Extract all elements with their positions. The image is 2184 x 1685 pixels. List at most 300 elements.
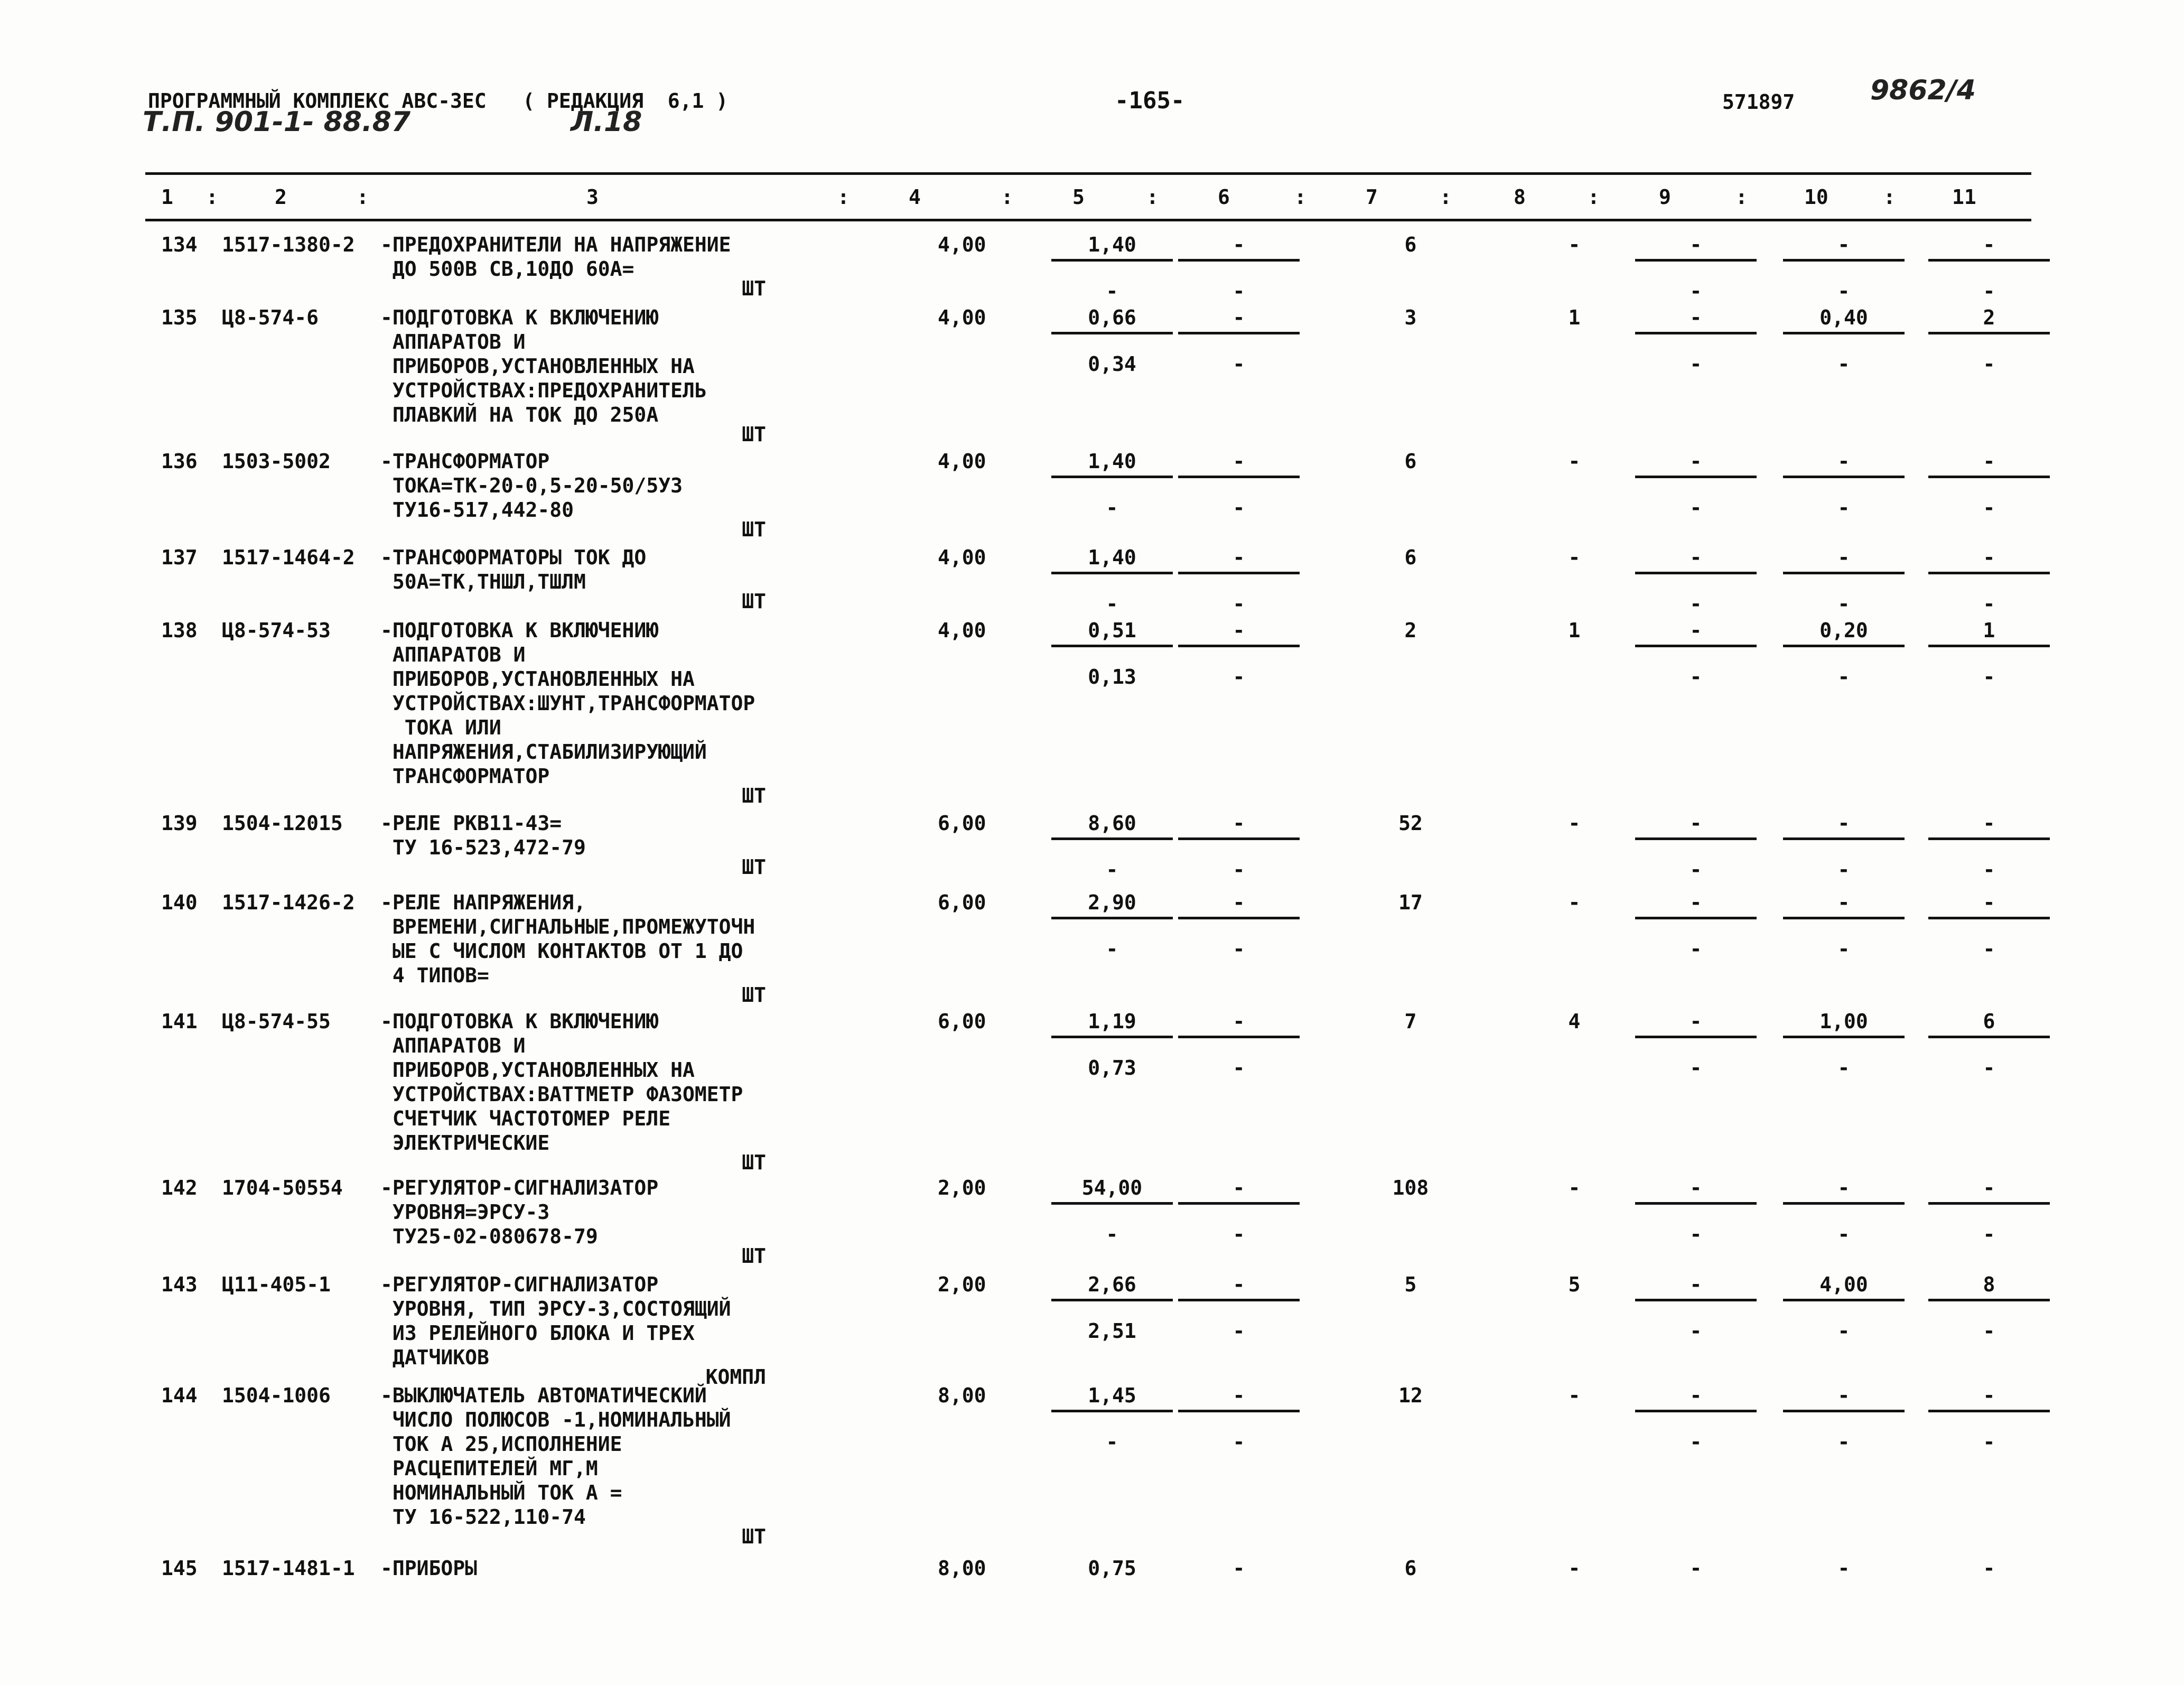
row-c10-lower: -	[1837, 937, 1850, 961]
row-description-line: ДАТЧИКОВ	[380, 1346, 489, 1369]
row-c6-lower: -	[1233, 1056, 1245, 1079]
fraction-rule	[1635, 1036, 1757, 1038]
fraction-rule	[1178, 1202, 1300, 1205]
col-1: 1	[161, 185, 173, 209]
header-top-rule	[145, 172, 2031, 175]
row-col8: -	[1568, 450, 1581, 473]
fraction-rule	[1635, 917, 1757, 919]
sheet-mark: Л.18	[571, 106, 642, 138]
fraction-rule	[1928, 259, 2050, 262]
row-unit: ШТ	[742, 855, 766, 879]
fraction-rule	[1178, 259, 1300, 262]
header-bottom-rule	[145, 219, 2031, 221]
row-code: Ц8-574-55	[222, 1010, 331, 1033]
col-4: 4	[909, 185, 921, 209]
row-c11-upper: 8	[1983, 1273, 1995, 1296]
row-description-line: -ПОДГОТОВКА К ВКЛЮЧЕНИЮ	[380, 1010, 659, 1033]
fraction-rule	[1178, 1410, 1300, 1412]
fraction-rule	[1928, 1202, 2050, 1205]
row-c9-upper: -	[1690, 891, 1702, 914]
fraction-rule	[1178, 1299, 1300, 1301]
fraction-rule	[1178, 837, 1300, 840]
row-c6-upper: -	[1233, 891, 1245, 914]
row-c11-upper: 6	[1983, 1010, 1995, 1033]
row-col4: 4,00	[938, 450, 986, 473]
fraction-rule	[1178, 1036, 1300, 1038]
row-c6-lower: -	[1233, 592, 1245, 616]
col-sep: :	[837, 185, 850, 209]
row-c11-lower: -	[1983, 496, 1995, 519]
row-description-line: УСТРОЙСТВАХ:ПРЕДОХРАНИТЕЛЬ	[380, 379, 707, 402]
row-c5-upper: 1,40	[1088, 546, 1136, 569]
row-description-line: УРОВНЯ, ТИП ЭРСУ-3,СОСТОЯЩИЙ	[380, 1297, 731, 1320]
col-6: 6	[1218, 185, 1230, 209]
row-c11-upper: -	[1983, 233, 1995, 256]
fraction-rule	[1783, 572, 1905, 574]
row-c9-lower: -	[1690, 280, 1702, 303]
row-c9-upper: -	[1690, 1384, 1702, 1407]
fraction-rule	[1635, 1299, 1757, 1301]
row-c11-upper: -	[1983, 891, 1995, 914]
row-c10-lower: -	[1837, 665, 1850, 688]
col-sep: :	[1146, 185, 1159, 209]
col-sep: :	[1440, 185, 1452, 209]
fraction-rule	[1783, 332, 1905, 334]
row-c9-upper: -	[1690, 1273, 1702, 1296]
fraction-rule	[1051, 259, 1173, 262]
row-code: 1517-1481-1	[222, 1557, 355, 1580]
col-11: 11	[1952, 185, 1976, 209]
row-number: 141	[161, 1010, 198, 1033]
row-description-line: -РЕГУЛЯТОР-СИГНАЛИЗАТОР	[380, 1273, 659, 1296]
row-description-line: НОМИНАЛЬНЫЙ ТОК А =	[380, 1481, 622, 1504]
row-c6-lower: -	[1233, 352, 1245, 376]
row-c9-upper: -	[1690, 233, 1702, 256]
row-c5-upper: 0,66	[1088, 306, 1136, 329]
row-description-line: АППАРАТОВ И	[380, 1034, 526, 1057]
row-c11-lower: -	[1983, 1223, 1995, 1246]
row-c10-upper: -	[1837, 891, 1850, 914]
row-c6-lower: -	[1233, 1430, 1245, 1454]
row-unit: ШТ	[742, 277, 766, 300]
row-c11-upper: 1	[1983, 619, 1995, 642]
row-code: 1504-1006	[222, 1384, 331, 1407]
fraction-rule	[1051, 1410, 1173, 1412]
row-c5-lower: -	[1106, 592, 1118, 616]
row-description-line: УСТРОЙСТВАХ:ШУНТ,ТРАНСФОРМАТОР	[380, 692, 755, 715]
row-description-line: СЧЕТЧИК ЧАСТОТОМЕР РЕЛЕ	[380, 1107, 671, 1130]
row-description-line: ТУ16-517,442-80	[380, 498, 574, 522]
fraction-rule	[1178, 332, 1300, 334]
row-c6-upper: -	[1233, 1557, 1245, 1580]
row-c10-lower: -	[1837, 280, 1850, 303]
row-col4: 6,00	[938, 891, 986, 914]
row-c5-upper: 2,90	[1088, 891, 1136, 914]
row-description-line: -ПРЕДОХРАНИТЕЛИ НА НАПРЯЖЕНИЕ	[380, 233, 731, 256]
row-col7: 5	[1404, 1273, 1417, 1296]
row-c11-lower: -	[1983, 592, 1995, 616]
row-c10-lower: -	[1837, 352, 1850, 376]
fraction-rule	[1051, 1299, 1173, 1301]
row-c9-lower: -	[1690, 937, 1702, 961]
row-code: 1517-1426-2	[222, 891, 355, 914]
row-c9-upper: -	[1690, 1557, 1702, 1580]
row-col7: 6	[1404, 546, 1417, 569]
row-description-line: ТОКА ИЛИ	[380, 716, 501, 739]
row-c10-upper: 0,20	[1819, 619, 1868, 642]
fraction-rule	[1928, 917, 2050, 919]
row-description-line: -ТРАНСФОРМАТОРЫ ТОК ДО	[380, 546, 647, 569]
row-description-line: -ПОДГОТОВКА К ВКЛЮЧЕНИЮ	[380, 619, 659, 642]
row-number: 138	[161, 619, 198, 642]
row-c5-upper: 8,60	[1088, 812, 1136, 835]
row-description-line: НАПРЯЖЕНИЯ,СТАБИЛИЗИРУЮЩИЙ	[380, 740, 707, 764]
col-7: 7	[1366, 185, 1378, 209]
row-c6-upper: -	[1233, 233, 1245, 256]
fraction-rule	[1783, 917, 1905, 919]
row-col4: 2,00	[938, 1273, 986, 1296]
row-c6-upper: -	[1233, 1010, 1245, 1033]
fraction-rule	[1928, 645, 2050, 647]
fraction-rule	[1178, 645, 1300, 647]
row-c10-upper: -	[1837, 450, 1850, 473]
row-code: Ц8-574-53	[222, 619, 331, 642]
fraction-rule	[1783, 1410, 1905, 1412]
row-c6-upper: -	[1233, 812, 1245, 835]
fraction-rule	[1635, 1410, 1757, 1412]
row-description-line: ИЗ РЕЛЕЙНОГО БЛОКА И ТРЕХ	[380, 1321, 695, 1345]
row-description-line: УСТРОЙСТВАХ:ВАТТМЕТР ФАЗОМЕТР	[380, 1083, 743, 1106]
fraction-rule	[1051, 645, 1173, 647]
row-c5-upper: 1,40	[1088, 233, 1136, 256]
fraction-rule	[1635, 645, 1757, 647]
row-description-line: -ВЫКЛЮЧАТЕЛЬ АВТОМАТИЧЕСКИЙ	[380, 1384, 707, 1407]
row-c11-lower: -	[1983, 1430, 1995, 1454]
row-c9-upper: -	[1690, 546, 1702, 569]
row-c11-lower: -	[1983, 1319, 1995, 1343]
row-c9-lower: -	[1690, 1056, 1702, 1079]
row-col8: -	[1568, 1384, 1581, 1407]
row-c10-upper: -	[1837, 1557, 1850, 1580]
row-c5-lower: -	[1106, 1223, 1118, 1246]
row-c6-upper: -	[1233, 1176, 1245, 1199]
row-c10-upper: -	[1837, 546, 1850, 569]
row-c6-upper: -	[1233, 1273, 1245, 1296]
fraction-rule	[1635, 332, 1757, 334]
row-c5-upper: 1,45	[1088, 1384, 1136, 1407]
row-col8: -	[1568, 891, 1581, 914]
col-sep: :	[1883, 185, 1896, 209]
row-description-line: УРОВНЯ=ЭРСУ-3	[380, 1200, 550, 1224]
row-c10-lower: -	[1837, 592, 1850, 616]
row-number: 134	[161, 233, 198, 256]
row-c11-upper: -	[1983, 812, 1995, 835]
row-c10-upper: 0,40	[1819, 306, 1868, 329]
fraction-rule	[1178, 572, 1300, 574]
row-col4: 4,00	[938, 233, 986, 256]
row-c5-lower: 0,34	[1088, 352, 1136, 376]
row-col8: 5	[1568, 1273, 1581, 1296]
row-description-line: ТОК А 25,ИСПОЛНЕНИЕ	[380, 1432, 622, 1456]
row-col4: 4,00	[938, 619, 986, 642]
col-sep: :	[357, 185, 369, 209]
row-c5-upper: 0,75	[1088, 1557, 1136, 1580]
row-c11-lower: -	[1983, 858, 1995, 881]
row-col8: -	[1568, 1176, 1581, 1199]
row-c11-lower: -	[1983, 937, 1995, 961]
fraction-rule	[1051, 1202, 1173, 1205]
fraction-rule	[1928, 1410, 2050, 1412]
fraction-rule	[1051, 572, 1173, 574]
row-c5-lower: 0,73	[1088, 1056, 1136, 1079]
row-col8: 1	[1568, 619, 1581, 642]
fraction-rule	[1051, 917, 1173, 919]
row-col4: 2,00	[938, 1176, 986, 1199]
row-description-line: ЭЛЕКТРИЧЕСКИЕ	[380, 1131, 550, 1155]
row-code: 1517-1464-2	[222, 546, 355, 569]
document-code: 571897	[1722, 90, 1795, 114]
row-c9-lower: -	[1690, 665, 1702, 688]
row-code: 1704-50554	[222, 1176, 343, 1199]
row-c10-upper: -	[1837, 233, 1850, 256]
row-c10-upper: -	[1837, 812, 1850, 835]
row-c9-upper: -	[1690, 812, 1702, 835]
col-sep: :	[1294, 185, 1306, 209]
row-c10-lower: -	[1837, 1319, 1850, 1343]
row-description-line: ТУ 16-522,110-74	[380, 1505, 586, 1529]
row-description-line: ДО 500В СВ,10ДО 60А=	[380, 257, 634, 281]
fraction-rule	[1783, 476, 1905, 478]
row-c10-upper: -	[1837, 1384, 1850, 1407]
handwritten-id: 9862/4	[1870, 75, 1976, 106]
fraction-rule	[1928, 1299, 2050, 1301]
row-description-line: -РЕГУЛЯТОР-СИГНАЛИЗАТОР	[380, 1176, 659, 1199]
row-c5-lower: -	[1106, 496, 1118, 519]
row-col7: 108	[1392, 1176, 1429, 1199]
row-c9-lower: -	[1690, 352, 1702, 376]
row-description-line: -ПРИБОРЫ	[380, 1557, 478, 1580]
row-number: 143	[161, 1273, 198, 1296]
fraction-rule	[1783, 1299, 1905, 1301]
row-unit: ШТ	[742, 1525, 766, 1548]
row-description-line: 4 ТИПОВ=	[380, 964, 489, 987]
row-description-line: АППАРАТОВ И	[380, 330, 526, 353]
row-description-line: ПЛАВКИЙ НА ТОК ДО 250А	[380, 403, 659, 426]
row-c11-upper: 2	[1983, 306, 1995, 329]
col-sep: :	[1735, 185, 1748, 209]
row-number: 139	[161, 812, 198, 835]
row-c10-lower: -	[1837, 1223, 1850, 1246]
row-c9-upper: -	[1690, 306, 1702, 329]
row-description-line: РАСЦЕПИТЕЛЕЙ МГ,М	[380, 1457, 598, 1480]
row-col7: 52	[1398, 812, 1423, 835]
row-c5-upper: 1,19	[1088, 1010, 1136, 1033]
program-title: ПРОГРАММНЫЙ КОМПЛЕКС АВС-3ЕС ( РЕДАКЦИЯ 6,1 )	[148, 89, 729, 113]
row-unit: ШТ	[742, 784, 766, 807]
row-number: 144	[161, 1384, 198, 1407]
row-col7: 6	[1404, 233, 1417, 256]
row-col7: 17	[1398, 891, 1423, 914]
fraction-rule	[1783, 645, 1905, 647]
fraction-rule	[1635, 837, 1757, 840]
row-code: 1517-1380-2	[222, 233, 355, 256]
fraction-rule	[1928, 476, 2050, 478]
fraction-rule	[1783, 1202, 1905, 1205]
row-c5-upper: 1,40	[1088, 450, 1136, 473]
row-col8: -	[1568, 233, 1581, 256]
row-description-line: ТУ 16-523,472-79	[380, 836, 586, 859]
col-sep: :	[1588, 185, 1600, 209]
row-c6-lower: -	[1233, 1319, 1245, 1343]
row-unit: КОМПЛ	[705, 1365, 766, 1389]
row-col7: 6	[1404, 450, 1417, 473]
row-number: 136	[161, 450, 198, 473]
row-c9-lower: -	[1690, 592, 1702, 616]
fraction-rule	[1178, 476, 1300, 478]
row-col7: 2	[1404, 619, 1417, 642]
fraction-rule	[1635, 259, 1757, 262]
row-c6-lower: -	[1233, 496, 1245, 519]
row-c11-lower: -	[1983, 1056, 1995, 1079]
row-c10-upper: -	[1837, 1176, 1850, 1199]
row-c10-upper: 4,00	[1819, 1273, 1868, 1296]
row-c5-lower: -	[1106, 280, 1118, 303]
row-description-line: ТОКА=ТК-20-0,5-20-50/5У3	[380, 474, 683, 497]
row-description-line: ЧИСЛО ПОЛЮСОВ -1,НОМИНАЛЬНЫЙ	[380, 1408, 731, 1431]
row-col4: 6,00	[938, 1010, 986, 1033]
row-c6-upper: -	[1233, 450, 1245, 473]
row-description-line: -ТРАНСФОРМАТОР	[380, 450, 550, 473]
row-description-line: ПРИБОРОВ,УСТАНОВЛЕННЫХ НА	[380, 1058, 695, 1082]
row-code: Ц11-405-1	[222, 1273, 331, 1296]
col-sep: :	[206, 185, 218, 209]
row-description-line: ТРАНСФОРМАТОР	[380, 765, 550, 788]
row-col4: 8,00	[938, 1384, 986, 1407]
row-code: 1503-5002	[222, 450, 331, 473]
row-c11-upper: -	[1983, 450, 1995, 473]
fraction-rule	[1928, 332, 2050, 334]
row-description-line: ПРИБОРОВ,УСТАНОВЛЕННЫХ НА	[380, 355, 695, 378]
project-code: Т.П. 901-1- 88.87	[143, 106, 411, 138]
row-c6-lower: -	[1233, 858, 1245, 881]
row-col7: 3	[1404, 306, 1417, 329]
row-col7: 12	[1398, 1384, 1423, 1407]
row-description-line: ТУ25-02-080678-79	[380, 1225, 598, 1248]
row-col8: -	[1568, 546, 1581, 569]
row-c11-upper: -	[1983, 1176, 1995, 1199]
row-c6-lower: -	[1233, 1223, 1245, 1246]
row-col4: 4,00	[938, 306, 986, 329]
fraction-rule	[1783, 259, 1905, 262]
fraction-rule	[1635, 1202, 1757, 1205]
row-unit: ШТ	[742, 423, 766, 446]
fraction-rule	[1928, 572, 2050, 574]
row-c10-lower: -	[1837, 496, 1850, 519]
row-number: 135	[161, 306, 198, 329]
row-col4: 4,00	[938, 546, 986, 569]
row-number: 137	[161, 546, 198, 569]
row-col7: 7	[1404, 1010, 1417, 1033]
row-c9-lower: -	[1690, 1223, 1702, 1246]
fraction-rule	[1928, 1036, 2050, 1038]
row-c10-lower: -	[1837, 858, 1850, 881]
row-unit: ШТ	[742, 1151, 766, 1174]
row-unit: ШТ	[742, 983, 766, 1007]
row-col8: -	[1568, 1557, 1581, 1580]
row-c10-lower: -	[1837, 1430, 1850, 1454]
row-unit: ШТ	[742, 590, 766, 613]
row-c11-upper: -	[1983, 546, 1995, 569]
row-c5-upper: 54,00	[1081, 1176, 1143, 1199]
row-c9-lower: -	[1690, 1319, 1702, 1343]
row-c11-lower: -	[1983, 665, 1995, 688]
row-description-line: 50А=ТК,ТНШЛ,ТШЛМ	[380, 570, 586, 593]
row-c6-lower: -	[1233, 665, 1245, 688]
row-c6-lower: -	[1233, 937, 1245, 961]
row-description-line: ПРИБОРОВ,УСТАНОВЛЕННЫХ НА	[380, 667, 695, 691]
row-c9-upper: -	[1690, 1010, 1702, 1033]
row-col8: 1	[1568, 306, 1581, 329]
row-c6-upper: -	[1233, 619, 1245, 642]
row-c6-upper: -	[1233, 1384, 1245, 1407]
fraction-rule	[1783, 1036, 1905, 1038]
row-c6-lower: -	[1233, 280, 1245, 303]
row-description-line: ВРЕМЕНИ,СИГНАЛЬНЫЕ,ПРОМЕЖУТОЧН	[380, 915, 755, 938]
col-5: 5	[1072, 185, 1085, 209]
fraction-rule	[1178, 917, 1300, 919]
row-c5-lower: 0,13	[1088, 665, 1136, 688]
col-9: 9	[1659, 185, 1671, 209]
fraction-rule	[1928, 837, 2050, 840]
row-col4: 8,00	[938, 1557, 986, 1580]
row-c10-lower: -	[1837, 1056, 1850, 1079]
row-description-line: ЫЕ С ЧИСЛОМ КОНТАКТОВ ОТ 1 ДО	[380, 939, 743, 963]
row-number: 140	[161, 891, 198, 914]
col-3: 3	[586, 185, 599, 209]
col-2: 2	[275, 185, 287, 209]
fraction-rule	[1051, 1036, 1173, 1038]
col-8: 8	[1514, 185, 1526, 209]
row-code: Ц8-574-6	[222, 306, 319, 329]
row-c11-lower: -	[1983, 280, 1995, 303]
row-code: 1504-12015	[222, 812, 343, 835]
row-col7: 6	[1404, 1557, 1417, 1580]
row-number: 145	[161, 1557, 198, 1580]
row-c11-upper: -	[1983, 1384, 1995, 1407]
row-c11-lower: -	[1983, 352, 1995, 376]
row-col8: -	[1568, 812, 1581, 835]
fraction-rule	[1051, 837, 1173, 840]
fraction-rule	[1051, 476, 1173, 478]
row-c5-upper: 2,66	[1088, 1273, 1136, 1296]
row-description-line: -РЕЛЕ РКВ11-43=	[380, 812, 562, 835]
row-c6-upper: -	[1233, 306, 1245, 329]
row-unit: ШТ	[742, 1244, 766, 1268]
row-c6-upper: -	[1233, 546, 1245, 569]
row-c9-upper: -	[1690, 450, 1702, 473]
row-c9-upper: -	[1690, 619, 1702, 642]
row-description-line: -РЕЛЕ НАПРЯЖЕНИЯ,	[380, 891, 586, 914]
page-number: -165-	[1115, 87, 1185, 114]
row-c10-upper: 1,00	[1819, 1010, 1868, 1033]
row-c11-upper: -	[1983, 1557, 1995, 1580]
row-description-line: -ПОДГОТОВКА К ВКЛЮЧЕНИЮ	[380, 306, 659, 329]
row-col8: 4	[1568, 1010, 1581, 1033]
row-c5-lower: -	[1106, 1430, 1118, 1454]
col-sep: :	[1001, 185, 1013, 209]
row-c5-lower: -	[1106, 858, 1118, 881]
fraction-rule	[1051, 332, 1173, 334]
